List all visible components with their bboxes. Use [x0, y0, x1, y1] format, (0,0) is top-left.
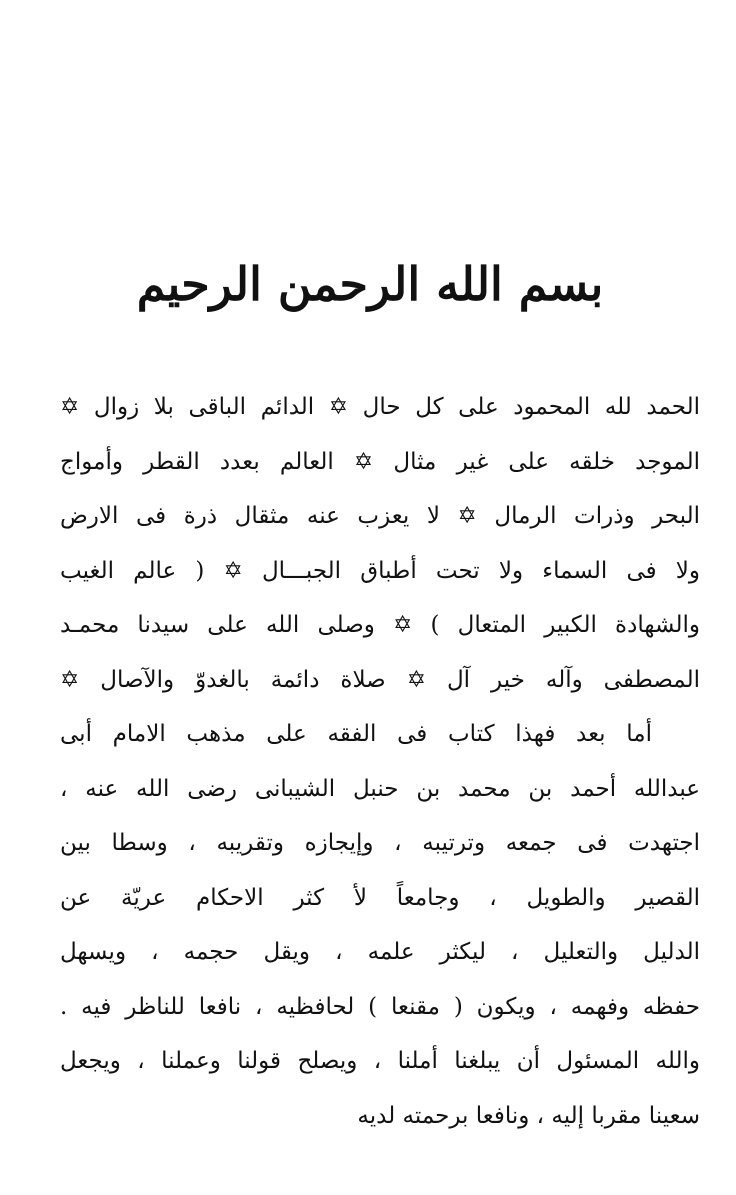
basmala-text: بسم الله الرحمن الرحيم [136, 257, 604, 311]
text-line: سعينا مقربا إليه ، ونافعا برحمته لديه [357, 1102, 700, 1129]
text-line: اجتهدت فى جمعه وترتيبه ، وإيجازه وتقريبه ، وسطا بين [60, 830, 700, 857]
text-line: المصطفى وآله خير آل ✡ صلاة دائمة بالغدوّ والآصال ✡ [60, 666, 700, 693]
text-line: الموجد خلقه على غير مثال ✡ العالم بعدد القطر وأمواج [60, 448, 700, 475]
text-line: حفظه وفهمه ، ويكون ( مقنعا ) لحافظيه ، نافعا للناظر فيه . [60, 993, 700, 1020]
text-line: والله المسئول أن يبلغنا أملنا ، ويصلح قولنا وعملنا ، ويجعل [60, 1048, 700, 1075]
text-line: الدليل والتعليل ، ليكثر علمه ، ويقل حجمه ، ويسهل [60, 939, 700, 966]
text-line: الحمد لله المحمود على كل حال ✡ الدائم الباقى بلا زوال ✡ [60, 394, 700, 421]
text-line: القصير والطويل ، وجامعاً لأ كثر الاحكام عريّة عن [60, 884, 700, 911]
page-body-text [60, 380, 700, 1143]
text-line: أما بعد فهذا كتاب فى الفقه على مذهب الامام أبى [60, 721, 652, 748]
text-line: ولا فى السماء ولا تحت أطباق الجبـــال ✡ ( عالم الغيب [60, 557, 700, 584]
text-line: والشهادة الكبير المتعال ) ✡ وصلى الله على سيدنا محمـد [60, 612, 700, 639]
basmala-calligraphy [136, 228, 604, 340]
text-line: عبدالله أحمد بن محمد بن حنبل الشيبانى رضى الله عنه ، [60, 775, 700, 802]
text-line: البحر وذرات الرمال ✡ لا يعزب عنه مثقال ذرة فى الارض [60, 503, 700, 530]
